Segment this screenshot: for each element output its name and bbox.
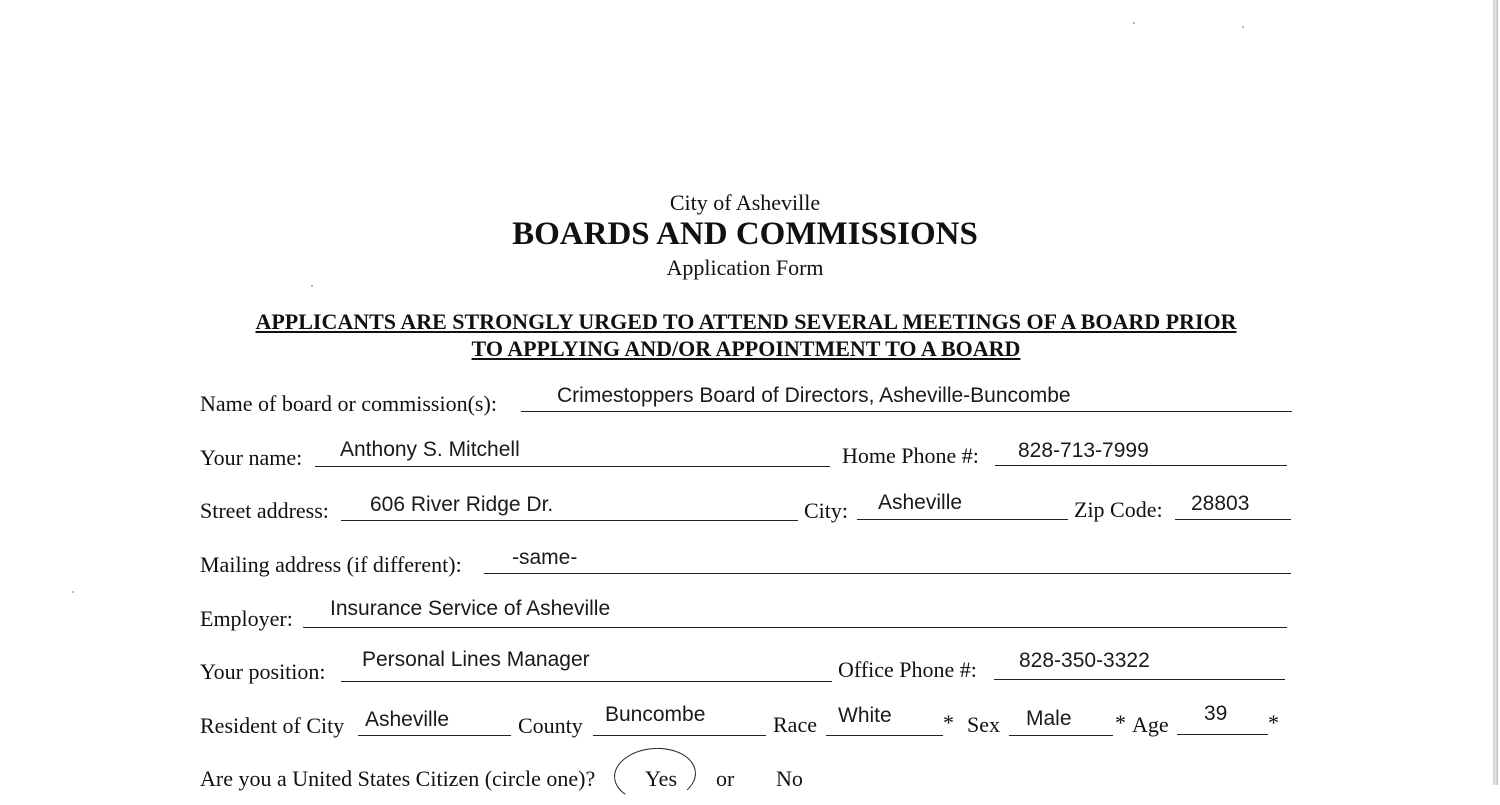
mailing-value[interactable]: -same- — [512, 546, 578, 569]
county-value[interactable]: Buncombe — [605, 703, 706, 726]
notice-line-2: TO APPLYING AND/OR APPOINTMENT TO A BOARD — [471, 336, 1021, 361]
county-line — [593, 735, 766, 736]
employer-label: Employer: — [200, 606, 293, 631]
office-phone-line — [994, 679, 1285, 680]
city-label: City: — [804, 498, 849, 523]
city-heading: City of Asheville — [669, 190, 821, 215]
scan-speck — [72, 591, 74, 593]
resident-value[interactable]: Asheville — [365, 708, 450, 731]
scanned-page-edge — [1493, 0, 1498, 785]
scan-speck — [1242, 26, 1244, 28]
sex-asterisk: * — [1115, 710, 1126, 735]
citizen-or-text: or — [716, 766, 735, 791]
zip-line — [1175, 519, 1291, 520]
zip-value[interactable]: 28803 — [1191, 492, 1250, 515]
office-phone-value[interactable]: 828-350-3322 — [1019, 649, 1150, 672]
name-value[interactable]: Anthony S. Mitchell — [340, 438, 520, 461]
resident-line — [358, 735, 511, 736]
page-subtitle: Application Form — [666, 255, 824, 280]
name-label: Your name: — [200, 445, 303, 470]
board-line — [521, 411, 1292, 412]
street-label: Street address: — [200, 498, 329, 523]
home-phone-label: Home Phone #: — [842, 443, 979, 468]
employer-line — [303, 627, 1287, 628]
employer-value[interactable]: Insurance Service of Asheville — [330, 597, 611, 620]
age-value[interactable]: 39 — [1204, 702, 1228, 725]
mailing-label: Mailing address (if different): — [200, 552, 462, 577]
age-asterisk: * — [1268, 710, 1279, 735]
race-value[interactable]: White — [838, 704, 892, 727]
position-line — [341, 681, 832, 682]
citizen-question: Are you a United States Citizen (circle one)? — [200, 766, 596, 791]
zip-label: Zip Code: — [1074, 497, 1163, 522]
city-line — [857, 519, 1068, 520]
scan-speck — [311, 285, 313, 287]
race-label: Race — [773, 712, 817, 737]
sex-line — [1009, 735, 1113, 736]
citizen-no-option[interactable]: No — [776, 766, 803, 791]
sex-value[interactable]: Male — [1026, 707, 1072, 730]
board-value[interactable]: Crimestoppers Board of Directors, Asheville-Buncombe — [557, 384, 1071, 407]
street-line — [341, 520, 798, 521]
home-phone-line — [995, 465, 1287, 466]
position-value[interactable]: Personal Lines Manager — [362, 648, 590, 671]
citizen-yes-option[interactable]: Yes — [645, 766, 678, 791]
mailing-line — [484, 573, 1291, 574]
race-asterisk: * — [943, 710, 954, 735]
position-label: Your position: — [200, 659, 326, 684]
page-title: BOARDS AND COMMISSIONS — [512, 216, 978, 252]
board-label: Name of board or commission(s): — [200, 391, 497, 416]
sex-label: Sex — [967, 712, 1000, 737]
race-line — [826, 735, 943, 736]
age-line — [1177, 734, 1268, 735]
name-line — [315, 466, 830, 467]
scan-speck — [1133, 22, 1135, 24]
street-value[interactable]: 606 River Ridge Dr. — [370, 493, 554, 516]
notice-line-1: APPLICANTS ARE STRONGLY URGED TO ATTEND SEVERAL MEETINGS OF A BOARD PRIOR — [255, 309, 1237, 334]
resident-label: Resident of City — [200, 713, 345, 738]
office-phone-label: Office Phone #: — [838, 657, 977, 682]
county-label: County — [518, 713, 583, 738]
home-phone-value[interactable]: 828-713-7999 — [1018, 439, 1149, 462]
city-value[interactable]: Asheville — [878, 491, 963, 514]
age-label: Age — [1132, 712, 1169, 737]
